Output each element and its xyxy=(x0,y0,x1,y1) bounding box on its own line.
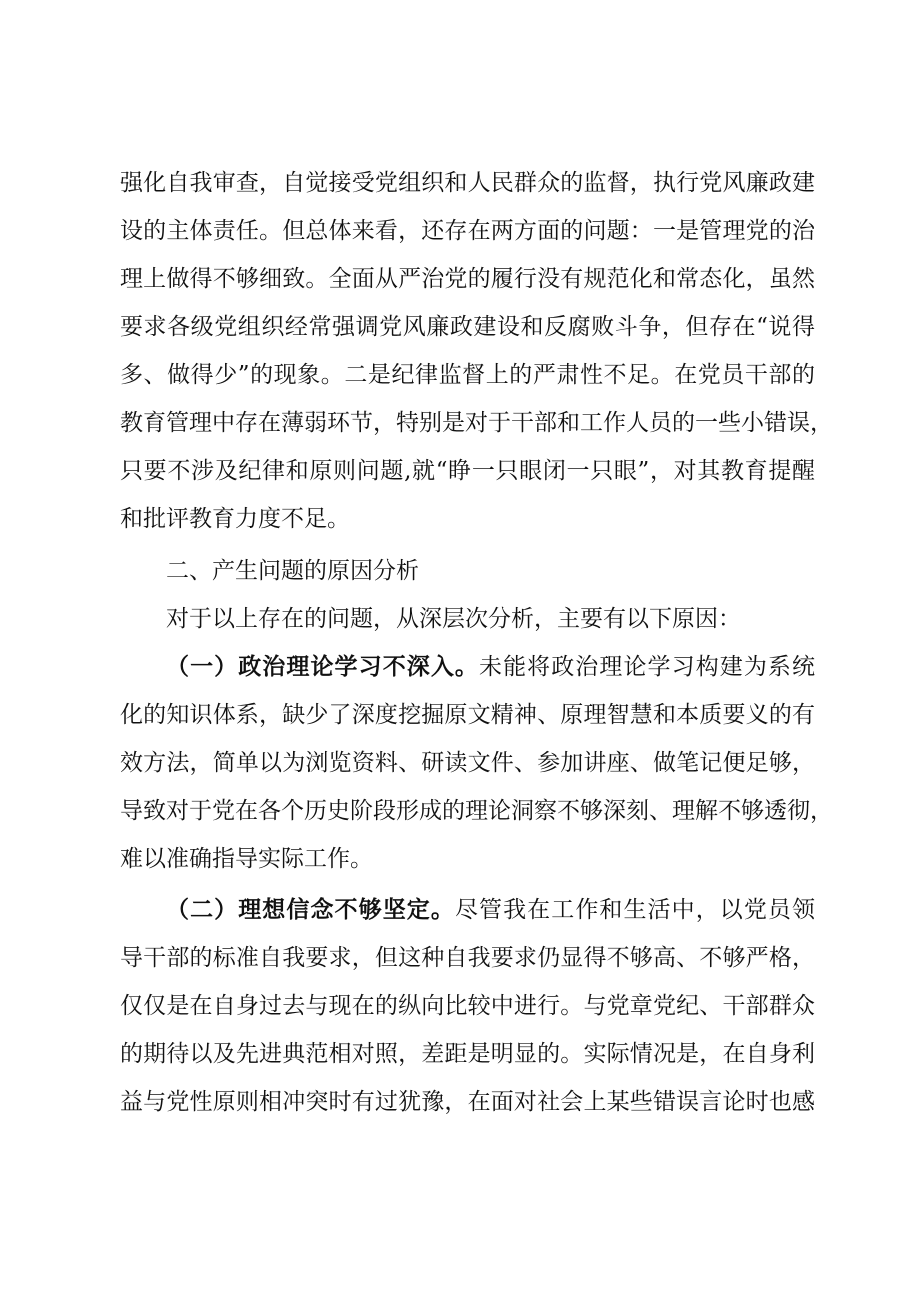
body-text-line: 和批评教育力度不足。 xyxy=(120,506,350,532)
body-text-line: 益与党性原则相冲突时有过犹豫，在面对社会上某些错误言论时也感 xyxy=(120,1089,815,1115)
body-text-line: 的期待以及先进典范相对照，差距是明显的。实际情况是，在自身利 xyxy=(120,1041,815,1067)
body-text-line: 要求各级党组织经常强调党风廉政建设和反腐败斗争，但存在“说得 xyxy=(120,314,815,340)
point-first-line xyxy=(166,650,815,684)
body-text-line: 理上做得不够细致。全面从严治党的履行没有规范化和常态化，虽然 xyxy=(120,266,815,292)
body-text-line: 多、做得少”的现象。二是纪律监督上的严肃性不足。在党员干部的 xyxy=(120,362,815,388)
body-text-line: 教育管理中存在薄弱环节，特别是对于干部和工作人员的一些小错误， xyxy=(120,410,833,436)
point-text: 未能将政治理论学习构建为系统 xyxy=(479,654,816,680)
section-heading: 二、产生问题的原因分析 xyxy=(166,558,419,584)
body-text-line: 化的知识体系，缺少了深度挖掘原文精神、原理智慧和本质要义的有 xyxy=(120,702,815,728)
body-text-line: 设的主体责任。但总体来看，还存在两方面的问题：一是管理党的治 xyxy=(120,218,815,244)
body-text-line: 导干部的标准自我要求，但这种自我要求仍显得不够高、不够严格， xyxy=(120,945,815,971)
point-first-line xyxy=(166,893,815,927)
point-text: 尽管我在工作和生活中，以党员领 xyxy=(454,897,816,923)
body-text-line: 导致对于党在各个历史阶段形成的理论洞察不够深刻、理解不够透彻， xyxy=(120,798,833,824)
body-text-line: 强化自我审查，自觉接受党组织和人民群众的监督，执行党风廉政建 xyxy=(120,170,815,196)
section-intro: 对于以上存在的问题，从深层次分析，主要有以下原因： xyxy=(166,606,741,632)
body-text-line: 只要不涉及纪律和原则问题,就“睁一只眼闭一只眼”，对其教育提醒 xyxy=(120,458,815,484)
point-title: （二）理想信念不够坚定。 xyxy=(166,897,455,923)
body-text-line: 难以准确指导实际工作。 xyxy=(120,846,373,872)
point-title: （一）政治理论学习不深入。 xyxy=(166,654,479,680)
body-text-line: 效方法，简单以为浏览资料、研读文件、参加讲座、做笔记便足够， xyxy=(120,750,815,776)
body-text-line: 仅仅是在自身过去与现在的纵向比较中进行。与党章党纪、干部群众 xyxy=(120,993,815,1019)
